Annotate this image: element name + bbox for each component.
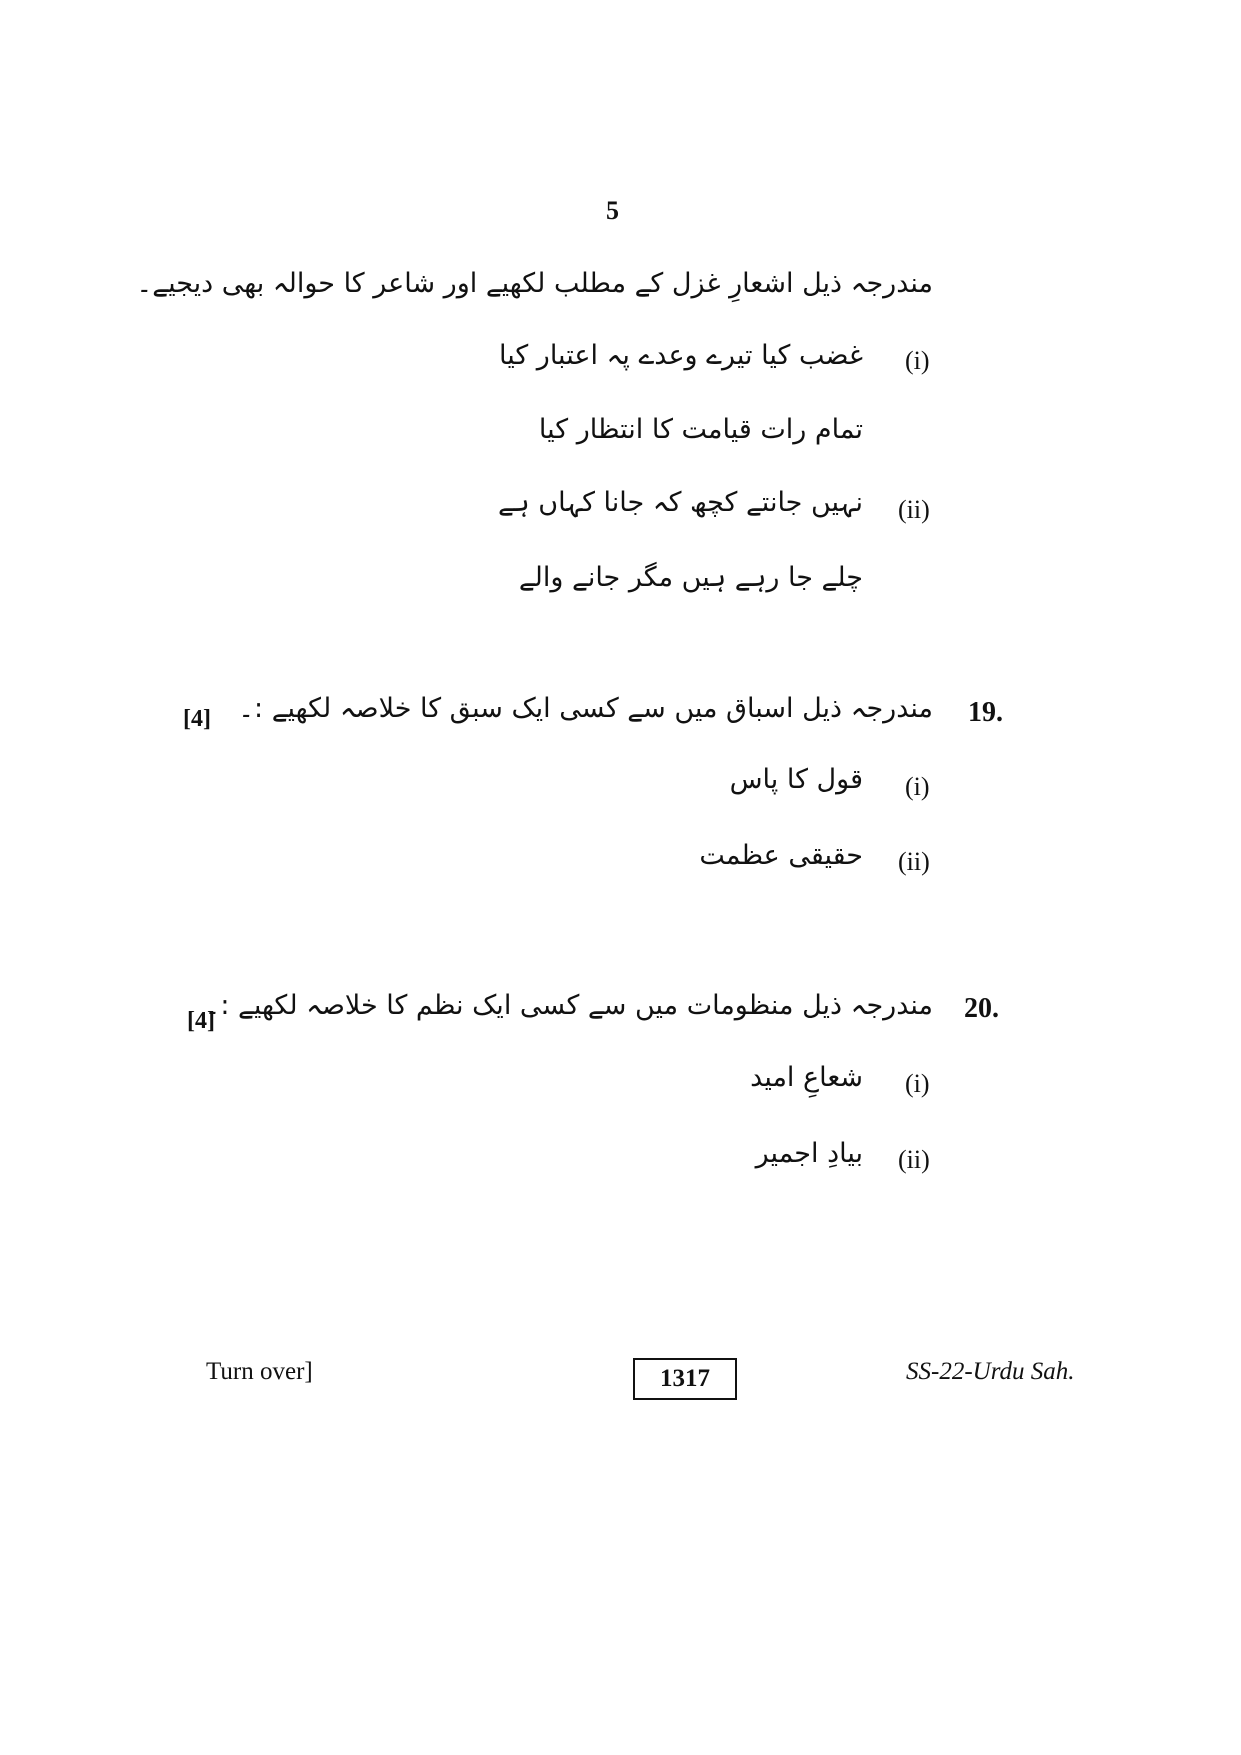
- q19-item-i-text: قول کا پاس: [729, 764, 863, 795]
- q20-number: 20.: [964, 993, 999, 1024]
- q18-instruction: مندرجہ ذیل اشعارِ غزل کے مطلب لکھیے اور شاعر کا حوالہ بھی دیجیے۔: [136, 268, 933, 299]
- q18-item-ii-line2: چلے جا رہے ہیں مگر جانے والے: [518, 562, 863, 593]
- q19-marks: [4]: [183, 706, 211, 732]
- q19-item-i-number: (i): [905, 772, 930, 801]
- q20-marks: [4]: [187, 1008, 215, 1034]
- q20-item-ii-text: بیادِ اجمیر: [755, 1138, 863, 1169]
- q20-item-ii-number: (ii): [898, 1145, 930, 1174]
- paper-code-box: 1317: [633, 1358, 737, 1400]
- q18-item-ii-line1: نہیں جانتے کچھ کہ جانا کہاں ہے: [498, 487, 863, 518]
- q18-item-i-number: (i): [905, 346, 930, 375]
- page-number: 5: [606, 196, 619, 225]
- turn-over-label: Turn over]: [206, 1358, 313, 1385]
- q19-instruction: مندرجہ ذیل اسباق میں سے کسی ایک سبق کا خلاصہ لکھیے :۔: [238, 693, 933, 724]
- q19-item-ii-number: (ii): [898, 847, 930, 876]
- q18-item-ii-number: (ii): [898, 495, 930, 524]
- q18-item-i-line1: غضب کیا تیرے وعدے پہ اعتبار کیا: [498, 340, 863, 371]
- paper-id: SS-22-Urdu Sah.: [906, 1358, 1075, 1385]
- q19-item-ii-text: حقیقی عظمت: [699, 840, 863, 871]
- q20-instruction: مندرجہ ذیل منظومات میں سے کسی ایک نظم کا خلاصہ لکھیے :۔: [204, 990, 933, 1021]
- q20-item-i-number: (i): [905, 1069, 930, 1098]
- q18-item-i-line2: تمام رات قیامت کا انتظار کیا: [538, 414, 863, 445]
- q19-number: 19.: [968, 697, 1003, 728]
- q20-item-i-text: شعاعِ امید: [750, 1062, 863, 1093]
